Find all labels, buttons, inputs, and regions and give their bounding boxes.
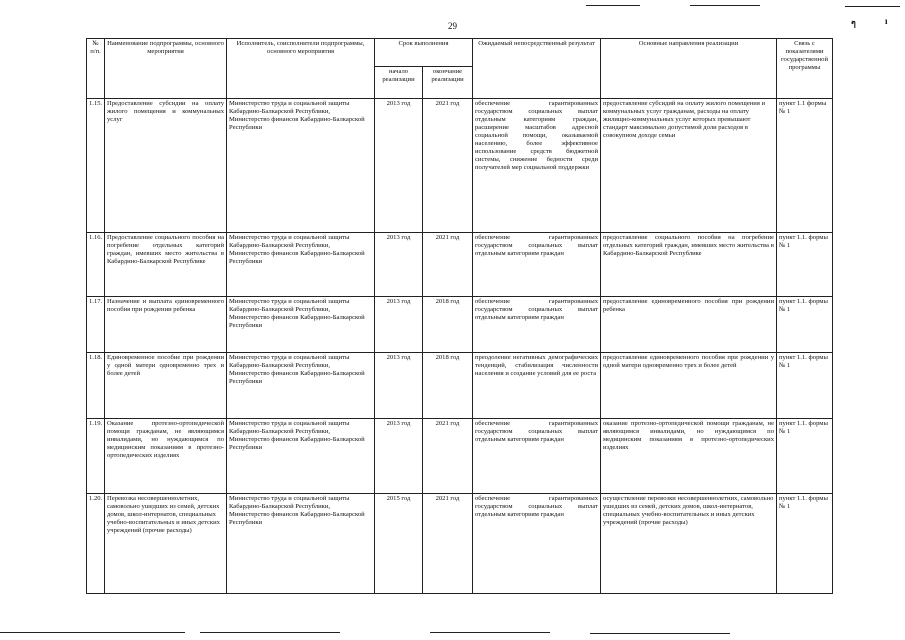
header-link: Связь с показателями государственной программы xyxy=(777,39,833,99)
row-num: 1.17. xyxy=(87,297,105,353)
top-rule-right xyxy=(690,5,760,6)
row-directions: осуществление перевозки несовершеннолетних, самовольно ушедших из семей, детских домов, школ-интернатов, специальных учебно-воспитательных и иных детских учреждений (прочие расходы) xyxy=(601,494,777,594)
row-result: обеспечение гарантированных государством социальных выплат отдельным категориям граждан xyxy=(473,297,601,353)
row-executor: Министерство труда и социальной защиты Кабардино-Балкарской Республики, Министерство финансов Кабардино-Балкарской Республики xyxy=(227,297,375,353)
bottom-rule-right xyxy=(430,632,550,633)
bottom-rule-left xyxy=(0,632,185,633)
row-name: Оказание протезно-ортопедической помощи гражданам, не являющимся инвалидами, но нуждающимся по медицинским показаниям в протезно-ортопедических изделиях xyxy=(105,419,227,494)
program-table xyxy=(86,38,833,594)
row-result: обеспечение гарантированных государством социальных выплат отдельным категориям граждан xyxy=(473,419,601,494)
row-start: 2013 год xyxy=(375,99,423,233)
row-result: обеспечение гарантированных государством социальных выплат отдельным категориям граждан, расширение масштабов адресной социальной помощи, оказываемой населению, более эффективное использование средств бюджетной системы, снижение бедности среди получателей мер социальной поддержки xyxy=(473,99,601,233)
row-start: 2013 год xyxy=(375,233,423,297)
bottom-rule-mid xyxy=(200,632,340,633)
row-num: 1.19. xyxy=(87,419,105,494)
header-directions: Основные направления реализации xyxy=(601,39,777,99)
row-directions: оказание протезно-ортопедической помощи гражданам, не являющимся инвалидами, но нуждающимся по медицинским показаниям в протезно-ортопедических изделиях xyxy=(601,419,777,494)
table-row xyxy=(87,297,833,353)
row-start: 2013 год xyxy=(375,297,423,353)
row-name: Перевозка несовершеннолетних, самовольно ушедших из семей, детских домов, школ-интернатов, специальных учебно-воспитательных и иных детских учреждений (прочие расходы) xyxy=(105,494,227,594)
header-start: начало реализации xyxy=(375,67,423,99)
row-end: 2018 год xyxy=(423,297,473,353)
row-name: Единовременное пособие при рождении у одной матери одновременно трех и более детей xyxy=(105,353,227,419)
row-directions: предоставление единовременного пособия при рождении ребенка xyxy=(601,297,777,353)
header-executor: Исполнитель, соисполнители подпрограммы, основного мероприятия xyxy=(227,39,375,99)
table-row xyxy=(87,419,833,494)
row-link: пункт 1.1. формы № 1 xyxy=(777,353,833,419)
row-link: пункт 1.1. формы № 1 xyxy=(777,297,833,353)
row-end: 2021 год xyxy=(423,419,473,494)
row-num: 1.18. xyxy=(87,353,105,419)
header-result: Ожидаемый непосредственный результат xyxy=(473,39,601,99)
row-link: пункт 1.1. формы № 1 xyxy=(777,233,833,297)
row-end: 2018 год xyxy=(423,353,473,419)
row-num: 1.16. xyxy=(87,233,105,297)
row-result: преодоление негативных демографических тенденций, стабилизация численности населения и создание условий для ее роста xyxy=(473,353,601,419)
row-start: 2013 год xyxy=(375,353,423,419)
table-row xyxy=(87,99,833,233)
row-executor: Министерство труда и социальной защиты Кабардино-Балкарской Республики, Министерство финансов Кабардино-Балкарской Республики xyxy=(227,419,375,494)
row-num: 1.15. xyxy=(87,99,105,233)
row-name: Назначение и выплата единовременного пособия при рождении ребенка xyxy=(105,297,227,353)
header-num: № п/п. xyxy=(87,39,105,99)
row-result: обеспечение гарантированных государством социальных выплат отдельным категориям граждан xyxy=(473,233,601,297)
top-rule-left xyxy=(586,5,640,6)
bottom-rule-far xyxy=(590,633,730,634)
row-executor: Министерство труда и социальной защиты Кабардино-Балкарской Республики, Министерство финансов Кабардино-Балкарской Республики xyxy=(227,99,375,233)
row-directions: предоставление субсидий на оплату жилого помещения и коммунальных услуг гражданам, расходы на оплату жилищно-коммунальных услуг которых превышают стандарт максимально допустимой доли расходов в совокупном доходе семьи xyxy=(601,99,777,233)
top-rule-far xyxy=(845,6,900,7)
corner-mark-right: ı xyxy=(885,16,888,26)
header-period: Срок выполнения xyxy=(375,39,473,67)
row-num: 1.20. xyxy=(87,494,105,594)
header-end: окончание реализации xyxy=(423,67,473,99)
row-link: пункт 1.1. формы № 1 xyxy=(777,419,833,494)
row-name: Предоставление субсидии на оплату жилого помещения и коммунальных услуг xyxy=(105,99,227,233)
row-end: 2021 год xyxy=(423,494,473,594)
row-start: 2015 год xyxy=(375,494,423,594)
row-executor: Министерство труда и социальной защиты Кабардино-Балкарской Республики, Министерство финансов Кабардино-Балкарской Республики xyxy=(227,353,375,419)
row-link: пункт 1.1 формы № 1 xyxy=(777,99,833,233)
row-name: Предоставление социального пособия на погребение отдельных категорий граждан, имевших место жительства в Кабардино-Балкарской Республике xyxy=(105,233,227,297)
row-link: пункт 1.1. формы № 1 xyxy=(777,494,833,594)
header-name: Наименование подпрограммы, основного мероприятия xyxy=(105,39,227,99)
row-start: 2013 год xyxy=(375,419,423,494)
row-executor: Министерство труда и социальной защиты Кабардино-Балкарской Республики, Министерство финансов Кабардино-Балкарской Республики xyxy=(227,494,375,594)
header-row-1 xyxy=(87,39,833,67)
table-row xyxy=(87,233,833,297)
row-executor: Министерство труда и социальной защиты Кабардино-Балкарской Республики, Министерство финансов Кабардино-Балкарской Республики xyxy=(227,233,375,297)
row-directions: предоставление социального пособия на погребение отдельных категорий граждан, имевших место жительства в Кабардино-Балкарской Республике xyxy=(601,233,777,297)
table-row xyxy=(87,494,833,594)
row-result: обеспечение гарантированных государством социальных выплат отдельным категориям граждан xyxy=(473,494,601,594)
table-row xyxy=(87,353,833,419)
page-number: 29 xyxy=(448,21,457,31)
row-end: 2021 год xyxy=(423,99,473,233)
row-directions: предоставление единовременного пособия при рождении у одной матери одновременно трех и более детей xyxy=(601,353,777,419)
row-end: 2021 год xyxy=(423,233,473,297)
corner-mark-left: ๆ xyxy=(851,18,856,28)
